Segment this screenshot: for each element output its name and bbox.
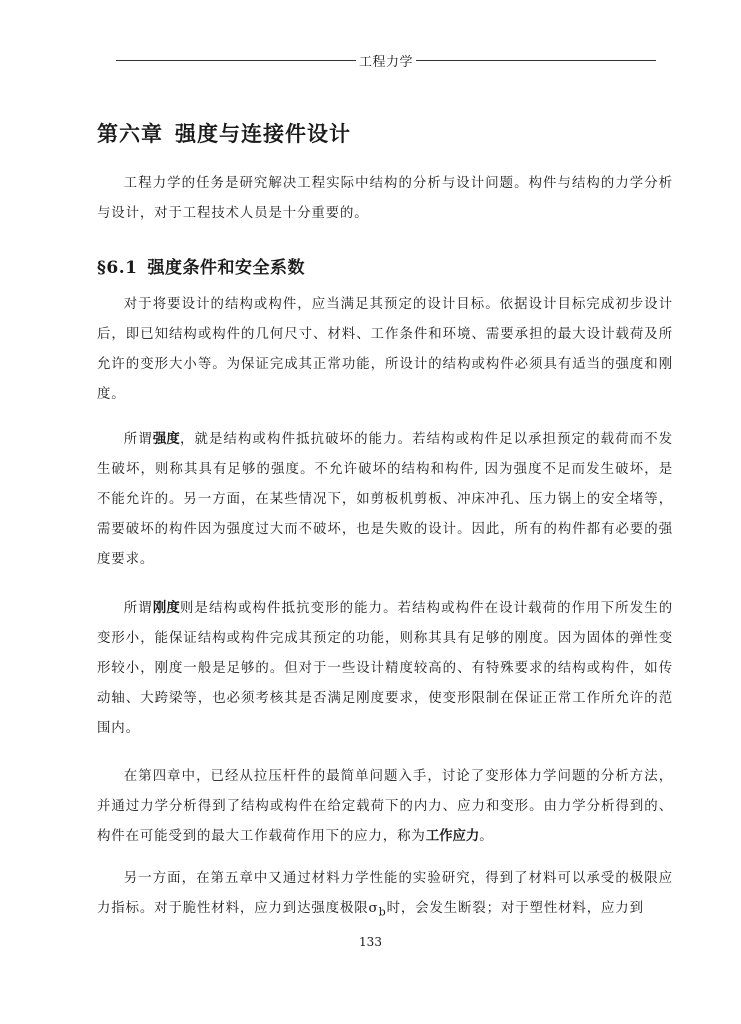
section-number: §6.1 — [97, 258, 138, 278]
paragraph-text: 。 — [479, 829, 494, 844]
term-working-stress: 工作应力 — [425, 829, 480, 844]
paragraph-strength — [97, 425, 673, 575]
paragraph-design-goals: 对于将要设计的结构或构件，应当满足其预定的设计目标。依据设计目标完成初步设计后，即已知结构或构件的几何尺寸、材料、工作条件和环境、需要承担的最大设计载荷及所允许的变形大小等。为保证完成其正常功能，所设计的结构或构件必须具有适当的强度和刚度。 — [97, 297, 673, 402]
paragraph-working-stress — [97, 762, 673, 852]
paragraph-text: 另一方面，在第五章中又通过材料力学性能的实验研究，得到了材料可以承受的极限应力指标。对于脆性材料，应力到达强度极限 — [97, 871, 673, 916]
running-header — [116, 48, 656, 72]
intro-paragraph: 工程力学的任务是研究解决工程实际中结构的分析与设计问题。构件与结构的力学分析与设计，对于工程技术人员是十分重要的。 — [97, 176, 673, 221]
paragraph-text: 在第四章中，已经从拉压杆件的最简单问题入手，讨论了变形体力学问题的分析方法，并通过力学分析得到了结构或构件在给定载荷下的内力、应力和变形。由力学分析得到的、构件在可能受到的最大工作载荷作用下的应力，称为 — [97, 769, 673, 844]
section-name: 强度条件和安全系数 — [147, 258, 305, 278]
paragraph-text: 所谓 — [123, 601, 153, 616]
page-number: 133 — [359, 935, 382, 949]
header-title: 工程力学 — [359, 54, 414, 70]
sigma-symbol: σ — [368, 901, 379, 916]
paragraph-limit-stress — [97, 864, 673, 928]
section-title — [97, 253, 305, 278]
paragraph-text: 时，会发生断裂；对于塑性材料，应力到 — [386, 901, 644, 916]
term-stiffness: 刚度 — [152, 601, 181, 616]
paragraph-text: 则是结构或构件抵抗变形的能力。若结构或构件在设计载荷的作用下所发生的变形小，能保证结构或构件完成其预定的功能，则称其具有足够的刚度。因为固体的弹性变形较小，刚度一般是足够的。但对于一些设计精度较高的、有特殊要求的结构或构件，如传动轴、大跨梁等，也必须考核其是否满足刚度要求，使变形限制在保证正常工作所允许的范围内。 — [97, 601, 673, 736]
chapter-number: 第六章 — [97, 121, 163, 146]
paragraph-stiffness — [97, 594, 673, 744]
chapter-title — [97, 118, 351, 148]
header-rule-right — [416, 60, 656, 61]
paragraph-text: ，就是结构或构件抵抗破坏的能力。若结构或构件足以承担预定的载荷而不发生破坏，则称其具有足够的强度。不允许破坏的结构和构件, 因为强度不足而发生破坏，是不能允许的。另一方面，在某些情况下，如剪板机剪板、冲床冲孔、压力锅上的安全堵等，需要破坏的构件因为强度过大而不破坏，也是失败的设计。因此，所有的构件都有必要的强度要求。 — [97, 432, 673, 567]
term-strength: 强度 — [152, 432, 181, 447]
header-rule-left — [116, 60, 356, 61]
paragraph-text: 所谓 — [123, 432, 153, 447]
chapter-name: 强度与连接件设计 — [175, 121, 351, 146]
sigma-subscript: b — [378, 905, 387, 919]
